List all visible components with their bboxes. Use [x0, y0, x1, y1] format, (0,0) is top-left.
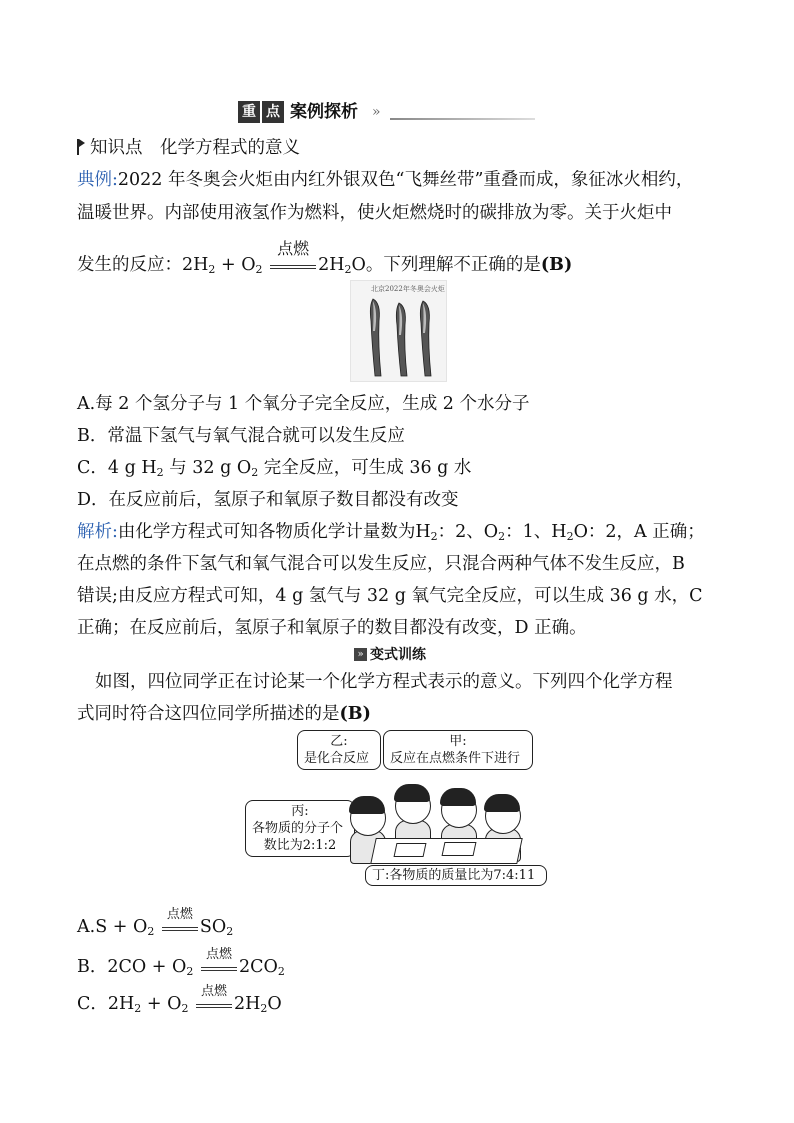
- choice-a: $A.S + O_2$ 点燃 $SO_2$: [77, 907, 234, 938]
- choice-c: C．$2H_2 + O_2$ 点燃 $2H_2O$: [77, 984, 282, 1015]
- option-b: B．常温下氢气与氧气混合就可以发生反应: [77, 426, 405, 446]
- bubble-jia-name: 甲:: [449, 734, 467, 749]
- choice-b: B．$2CO + O_2$ 点燃 $2CO_2$: [77, 947, 285, 978]
- option-c: C．4 g $H_2$ 与 32 g $O_2$ 完全反应，可生成 36 g 水: [77, 458, 472, 479]
- choice-b-arrow: 点燃: [199, 955, 239, 979]
- paper-2: [442, 842, 477, 856]
- analysis-line-2: 在点燃的条件下氢气和氧气混合可以发生反应，只混合两种气体不发生反应，B: [77, 554, 685, 574]
- student-ding-hair: [484, 794, 520, 812]
- bubble-jia: [383, 730, 533, 770]
- bubble-bing-line1: 各物质的分子个: [252, 821, 344, 836]
- example-line-2: 温暖世界。内部使用液氢作为燃料，使火炬燃烧时的碳排放为零。关于火炬中: [77, 203, 672, 223]
- example-answer: (B): [540, 255, 573, 275]
- student-bing-hair: [349, 796, 385, 814]
- option-a: A.每 2 个氢分子与 1 个氧分子完全反应，生成 2 个水分子: [77, 394, 530, 414]
- example-text-1: 2022 年冬奥会火炬由内红外银双色“飞舞丝带”重叠而成，象征冰火相约，: [117, 170, 694, 190]
- discussion-illustration: [245, 728, 545, 893]
- example-line-3: 发生的反应：$2H_2 + O_2$ 点燃 $2H_2O$。下列理解不正确的是(B): [77, 239, 573, 276]
- header-badge-dian: 点: [262, 101, 284, 123]
- choice-a-arrow: 点燃: [160, 915, 200, 939]
- bubble-jia-text: 反应在点燃条件下进行: [390, 751, 521, 766]
- bubble-yi-text: 是化合反应: [304, 751, 370, 766]
- analysis-line-1: 解析:由化学方程式可知各物质化学计量数为$H_2$：2、$O_2$：1、$H_2O$：2，A 正确；: [77, 522, 705, 543]
- student-jia-hair: [440, 788, 476, 806]
- variant-answer: (B): [339, 704, 371, 724]
- student-yi-hair: [394, 784, 430, 802]
- bubble-yi-name: 乙:: [330, 734, 348, 749]
- variant-line-2: 式同时符合这四位同学所描述的是(B): [77, 704, 371, 724]
- example-prefix: 典例:: [77, 170, 118, 190]
- analysis-line-4: 正确；在反应前后，氢原子和氧原子的数目都没有改变，D 正确。: [77, 618, 587, 638]
- variant-title: 变式训练: [370, 647, 426, 663]
- option-d: D．在反应前后，氢原子和氧原子数目都没有改变: [77, 490, 459, 510]
- bubble-bing-line2: 数比为2:1:2: [263, 838, 337, 853]
- variant-line-1: 如图，四位同学正在讨论某一个化学方程式表示的意义。下列四个化学方程: [95, 672, 673, 692]
- bubble-bing-name: 丙:: [291, 804, 309, 819]
- bubble-yi: [297, 730, 381, 770]
- torch-caption: 北京2022年冬奥会火炬: [371, 285, 445, 293]
- torch-image: [350, 280, 447, 382]
- double-chevron-icon: »: [372, 104, 381, 120]
- variant-icon: »: [354, 648, 367, 661]
- header-divider: [390, 118, 535, 120]
- flag-icon-pennant: [79, 139, 85, 147]
- torch-drawing: [351, 291, 446, 381]
- analysis-line-3: 错误;由反应方程式可知，4 g 氢气与 32 g 氧气完全反应，可以生成 36 g 水，C: [77, 586, 703, 606]
- paper-1: [394, 843, 427, 857]
- header-badge-zhong: 重: [238, 101, 260, 123]
- bubble-ding: 丁:各物质的质量比为7:4:11: [365, 865, 547, 886]
- choice-c-arrow: 点燃: [194, 992, 234, 1016]
- section-title: 案例探析: [290, 102, 358, 122]
- bubble-bing: [245, 800, 355, 857]
- example-line-1: [77, 168, 693, 192]
- analysis-prefix: 解析:: [77, 522, 118, 542]
- knowledge-point-label: 知识点 化学方程式的意义: [90, 138, 300, 158]
- reaction-arrow: 点燃: [268, 253, 318, 277]
